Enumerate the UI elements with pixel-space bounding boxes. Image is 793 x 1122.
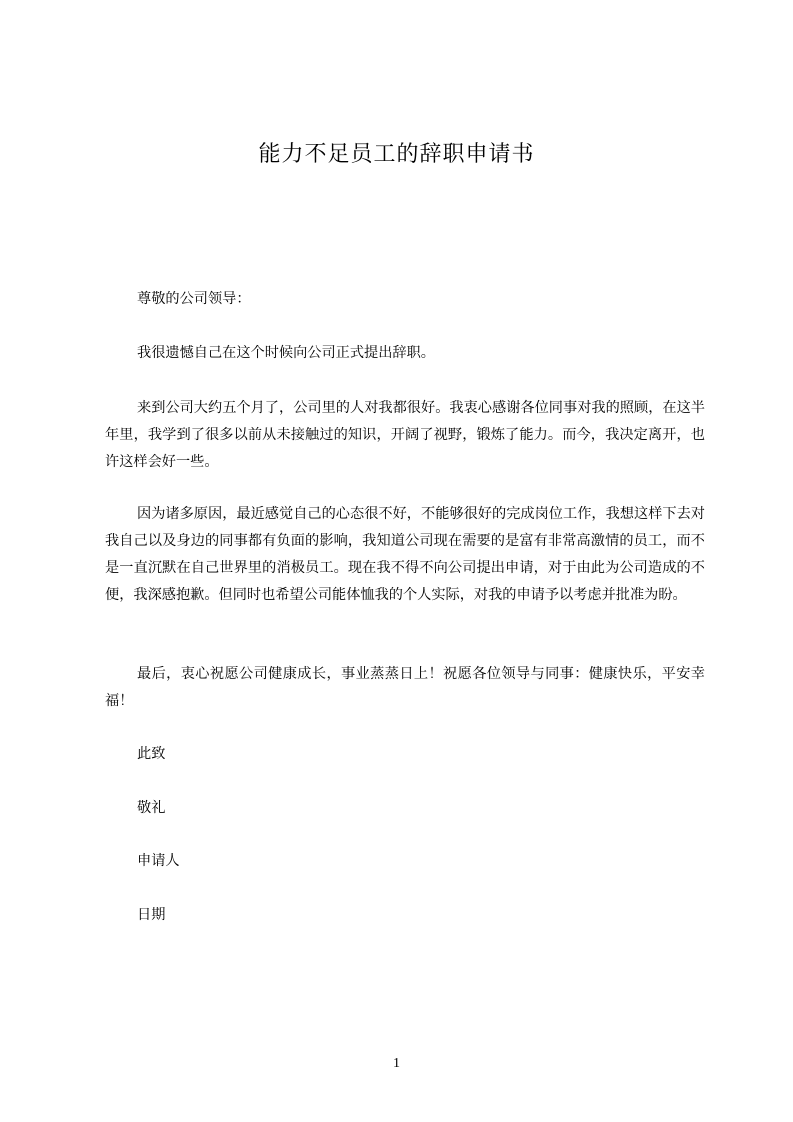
body-paragraph-reasons: 因为诸多原因，最近感觉自己的心态很不好，不能够很好的完成岗位工作，我想这样下去对我自己以及身边的同事都有负面的影响，我知道公司现在需要的是富有非常高激情的员工，而不是一直沉默在自己世界里的消极员工。现在我不得不向公司提出申请，对于由此为公司造成的不便，我深感抱歉。但同时也希望公司能体恤我的个人实际，对我的申请予以考虑并批准为盼。 (105, 506, 705, 603)
salutation: 尊敬的公司领导： (137, 291, 251, 307)
closing-jingli: 敬礼 (137, 800, 166, 816)
body-paragraph-gratitude: 来到公司大约五个月了，公司里的人对我都很好。我衷心感谢各位同事对我的照顾，在这半年里，我学到了很多以前从未接触过的知识，开阔了视野，锻炼了能力。而今，我决定离开，也许这样会好一些。 (105, 400, 705, 470)
intro-paragraph: 我很遗憾自己在这个时候向公司正式提出辞职。 (137, 345, 435, 361)
closing-cizhi: 此致 (137, 746, 166, 762)
document-title: 能力不足员工的辞职申请书 (258, 142, 535, 167)
date-label: 日期 (137, 907, 166, 923)
page-number: 1 (393, 1056, 400, 1071)
body-paragraph-wishes: 最后，衷心祝愿公司健康成长，事业蒸蒸日上！祝愿各位领导与同事：健康快乐，平安幸福！ (105, 666, 705, 709)
applicant-label: 申请人 (137, 853, 180, 869)
